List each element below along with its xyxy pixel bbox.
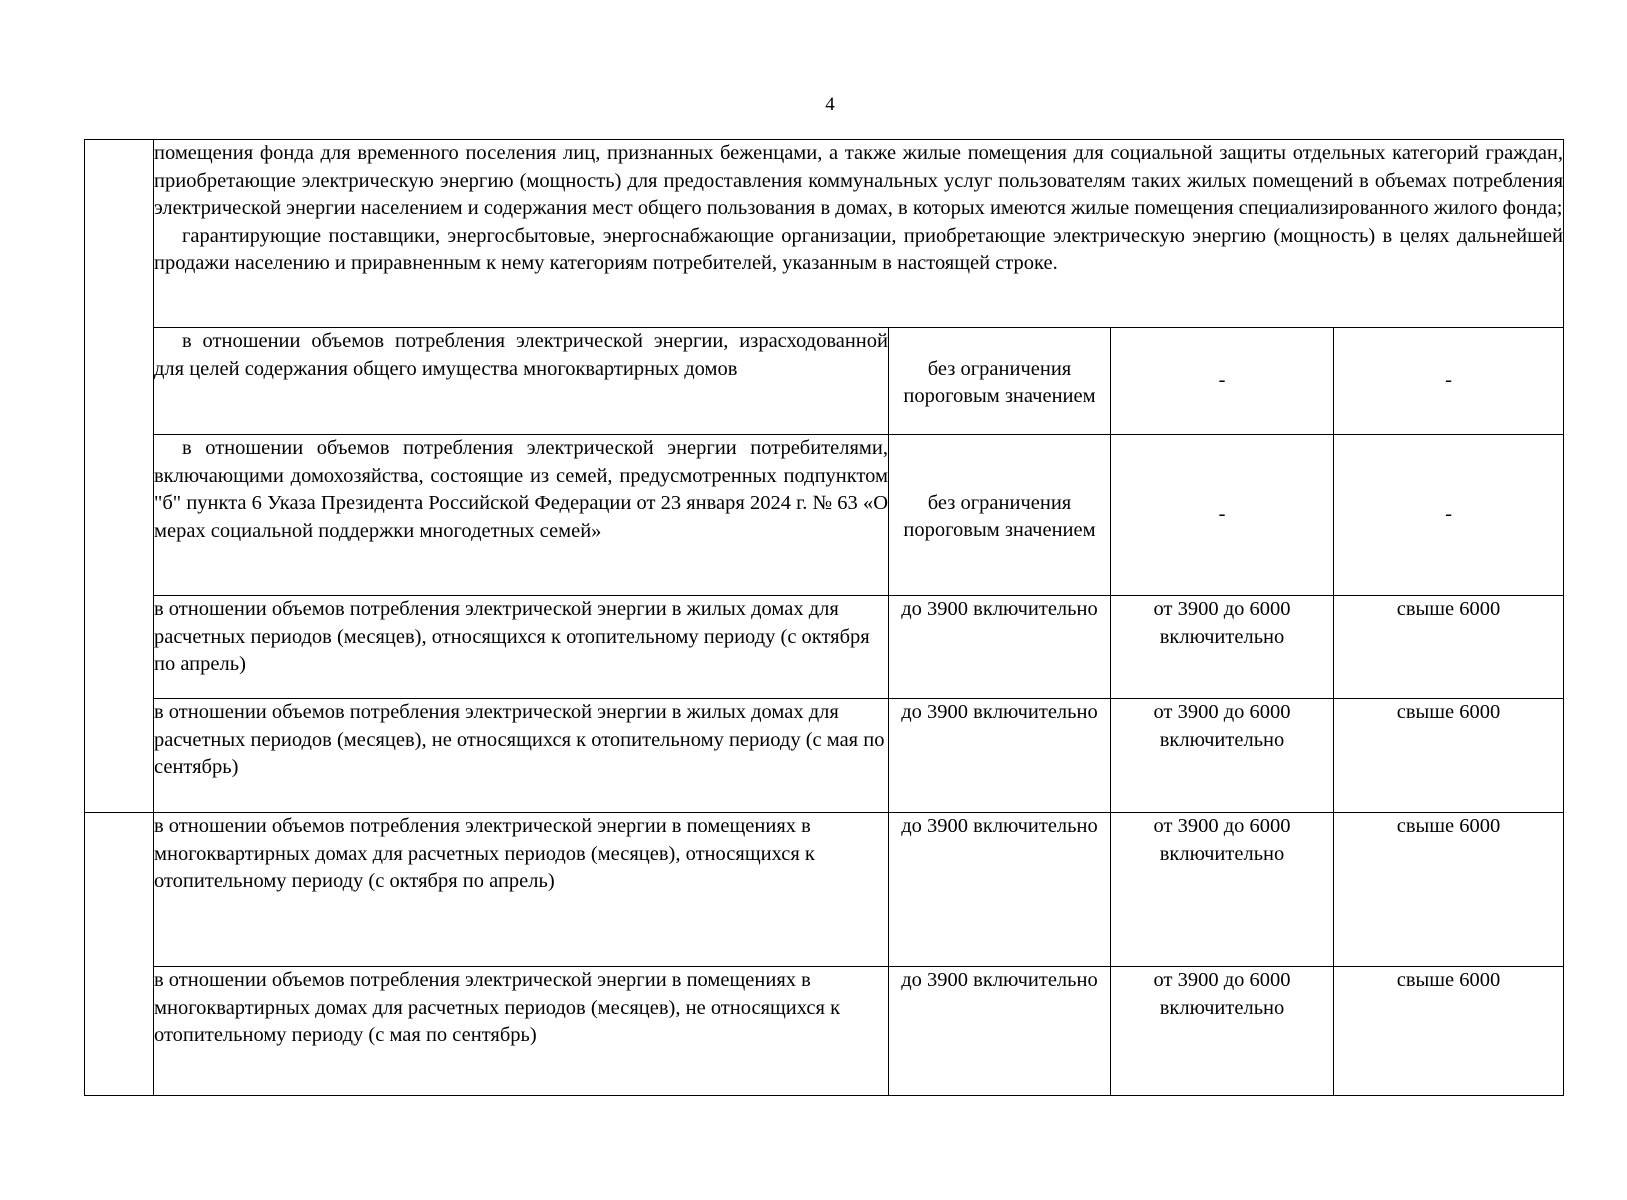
index-cell-group-2 [85,813,154,1096]
range-2-value: от 3900 до 6000 включительно [1111,813,1334,967]
table-row [85,328,1564,435]
index-cell-group-1 [85,140,154,813]
range-3-value: свыше 6000 [1334,596,1564,699]
range-3-value: - [1334,435,1564,596]
range-1-value: без ограничения пороговым значением [889,435,1111,596]
range-2-value: от 3900 до 6000 включительно [1111,596,1334,699]
row-description: в отношении объемов потребления электрической энергии, израсходованной для целей содержания общего имущества многоквартирных домов [154,328,889,435]
row-description: в отношении объемов потребления электрической энергии в помещениях в многоквартирных домах для расчетных периодов (месяцев), не относящихся к отопительному периоду (с мая по сентябрь) [154,967,889,1096]
range-3-value: свыше 6000 [1334,699,1564,813]
row-description: в отношении объемов потребления электрической энергии потребителями, включающими домохозяйства, состоящие из семей, предусмотренных подпунктом "б" пункта 6 Указа Президента Российской Федерации от 23 января 2024 г. № 63 «О мерах социальной поддержки многодетных семей» [154,435,889,596]
range-3-value: свыше 6000 [1334,813,1564,967]
intro-cell [154,140,1564,328]
range-2-value: - [1111,435,1334,596]
range-3-value: - [1334,328,1564,435]
range-1-value: до 3900 включительно [889,813,1111,967]
range-2-value: - [1111,328,1334,435]
table-row [85,435,1564,596]
table-row [85,596,1564,699]
row-description: в отношении объемов потребления электрической энергии в жилых домах для расчетных периодов (месяцев), относящихся к отопительному периоду (с октября по апрель) [154,596,889,699]
table-row [85,967,1564,1096]
range-3-value: свыше 6000 [1334,967,1564,1096]
table-row-intro [85,140,1564,328]
table-row [85,813,1564,967]
tariff-table [84,139,1564,1096]
range-1-value: до 3900 включительно [889,596,1111,699]
intro-paragraph-2: гарантирующие поставщики, энергосбытовые, энергоснабжающие организации, приобретающие электрическую энергию (мощность) в целях дальнейшей продажи населению и приравненным к нему категориям потребителей, указанным в настоящей строке. [154,224,1564,274]
table-row [85,699,1564,813]
range-2-value: от 3900 до 6000 включительно [1111,699,1334,813]
row-description: в отношении объемов потребления электрической энергии в помещениях в многоквартирных домах для расчетных периодов (месяцев), относящихся к отопительному периоду (с октября по апрель) [154,813,889,967]
range-1-value: до 3900 включительно [889,699,1111,813]
range-2-value: от 3900 до 6000 включительно [1111,967,1334,1096]
range-1-value: до 3900 включительно [889,967,1111,1096]
page-number: 4 [825,94,835,115]
range-1-value: без ограничения пороговым значением [889,328,1111,435]
intro-paragraph-1: помещения фонда для временного поселения лиц, признанных беженцами, а также жилые помещения для социальной защиты отдельных категорий граждан, приобретающие электрическую энергию (мощность) для предоставления коммунальных услуг пользователям таких жилых помещений в объемах потребления электрической энергии населением и содержания мест общего пользования в домах, в которых имеются жилые помещения специализированного жилого фонда; [154,142,1564,219]
row-description: в отношении объемов потребления электрической энергии в жилых домах для расчетных периодов (месяцев), не относящихся к отопительному периоду (с мая по сентябрь) [154,699,889,813]
